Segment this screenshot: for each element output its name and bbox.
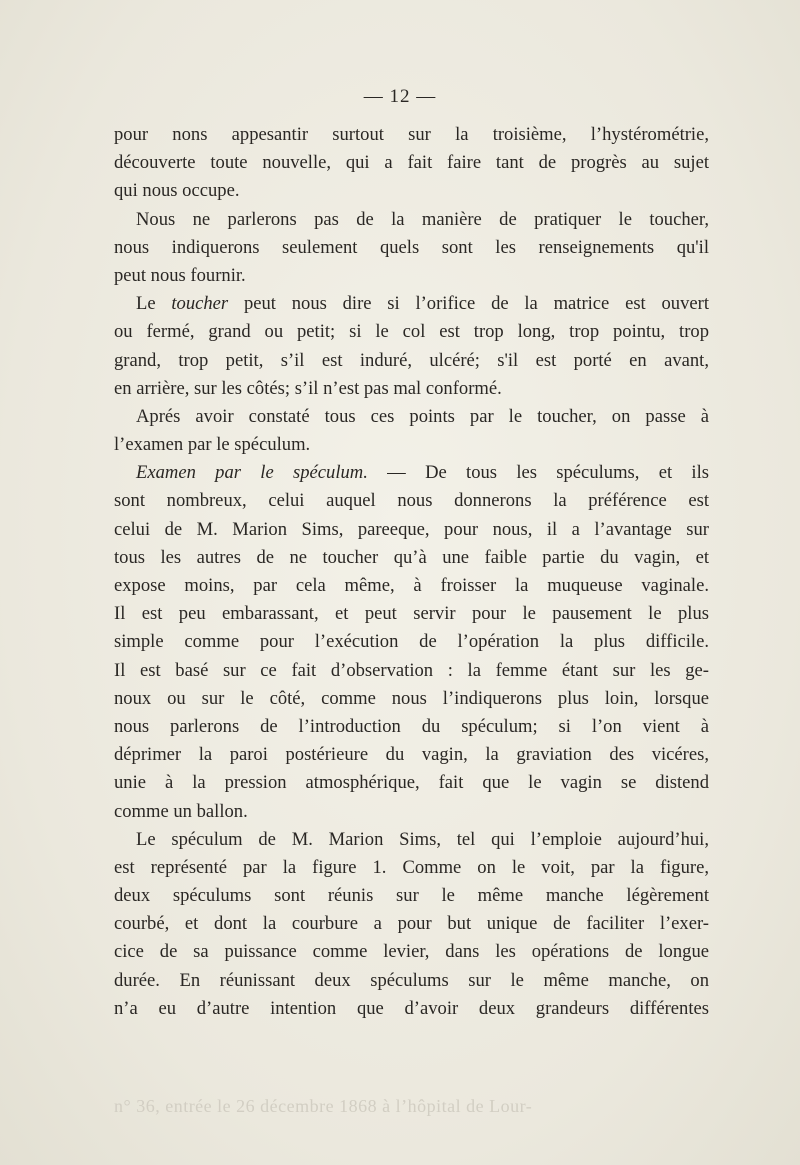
text-line: l’examen par le spéculum.	[114, 434, 311, 456]
text-line: grand, trop petit, s’il est induré, ulcéré; s'il est porté en avant,	[114, 349, 709, 371]
text-line: celui de M. Marion Sims, pareeque, pour nous, il a l’avantage sur	[114, 518, 709, 540]
text-line: durée. En réunissant deux spéculums sur le même manche, on	[114, 969, 709, 991]
text-line: Nous ne parlerons pas de la manière de pratiquer le toucher,	[136, 208, 709, 230]
text-line: nous parlerons de l’introduction du spéculum; si l’on vient à	[114, 715, 709, 737]
text-line: expose moins, par cela même, à froisser la muqueuse vaginale.	[114, 575, 709, 596]
text-line: tous les autres de ne toucher qu’à une faible partie du vagin, et	[114, 546, 709, 568]
text-line: n’a eu d’autre intention que d’avoir deux grandeurs différentes	[114, 997, 709, 1019]
text-line: ou fermé, grand ou petit; si le col est trop long, trop pointu, trop	[114, 321, 709, 343]
text-line: en arrière, sur les côtés; s’il n’est pas mal conformé.	[114, 377, 502, 399]
text-line: noux ou sur le côté, comme nous l’indiquerons plus loin, lorsque	[114, 687, 709, 709]
text-line: Aprés avoir constaté tous ces points par le toucher, on passe à	[136, 405, 709, 427]
text-line: Il est basé sur ce fait d’observation : la femme étant sur les ge-	[114, 659, 709, 681]
text-line: pour nons appesantir surtout sur la troisième, l’hystérométrie,	[114, 124, 709, 145]
text-line	[114, 459, 709, 487]
text-line: simple comme pour l’exécution de l’opération la plus difficile.	[114, 631, 709, 653]
text-line: deux spéculums sont réunis sur le même manche légèrement	[114, 885, 709, 907]
text-line: est représenté par la figure 1. Comme on le voit, par la figure,	[114, 856, 709, 878]
italic-term: Examen par le spéculum.	[136, 462, 368, 484]
text-line: déprimer la paroi postérieure du vagin, la graviation des vicéres,	[114, 744, 709, 766]
page-number: — 12 —	[363, 86, 437, 107]
text-line: unie à la pression atmosphérique, fait que le vagin se distend	[114, 772, 709, 794]
text-line: peut nous fournir.	[114, 264, 246, 286]
text-segment: peut nous dire si l’orifice de la matrice est ouvert	[228, 293, 709, 315]
text-line: Le spéculum de M. Marion Sims, tel qui l’emploie aujourd’hui,	[136, 828, 709, 850]
text-segment: Le	[136, 293, 172, 315]
text-segment: — De tous les spéculums, et ils	[367, 462, 709, 484]
text-line: découverte toute nouvelle, qui a fait faire tant de progrès au sujet	[114, 152, 709, 174]
italic-term: toucher	[171, 293, 229, 315]
text-line: comme un ballon.	[114, 800, 248, 822]
bleedthrough-text: n° 36, entrée le 26 décembre 1868 à l’hôpital de Lour-	[114, 1096, 533, 1116]
text-line: sont nombreux, celui auquel nous donnerons la préférence est	[114, 490, 709, 512]
text-line: cice de sa puissance comme levier, dans les opérations de longue	[114, 941, 709, 963]
text-line: courbé, et dont la courbure a pour but unique de faciliter l’exer-	[114, 913, 709, 935]
text-line: Il est peu embarassant, et peut servir pour le pausement le plus	[114, 603, 709, 625]
text-line: qui nous occupe.	[114, 180, 240, 202]
body-text	[114, 121, 709, 1023]
text-line	[114, 290, 709, 318]
text-line: nous indiquerons seulement quels sont les renseignements qu'il	[114, 236, 709, 258]
